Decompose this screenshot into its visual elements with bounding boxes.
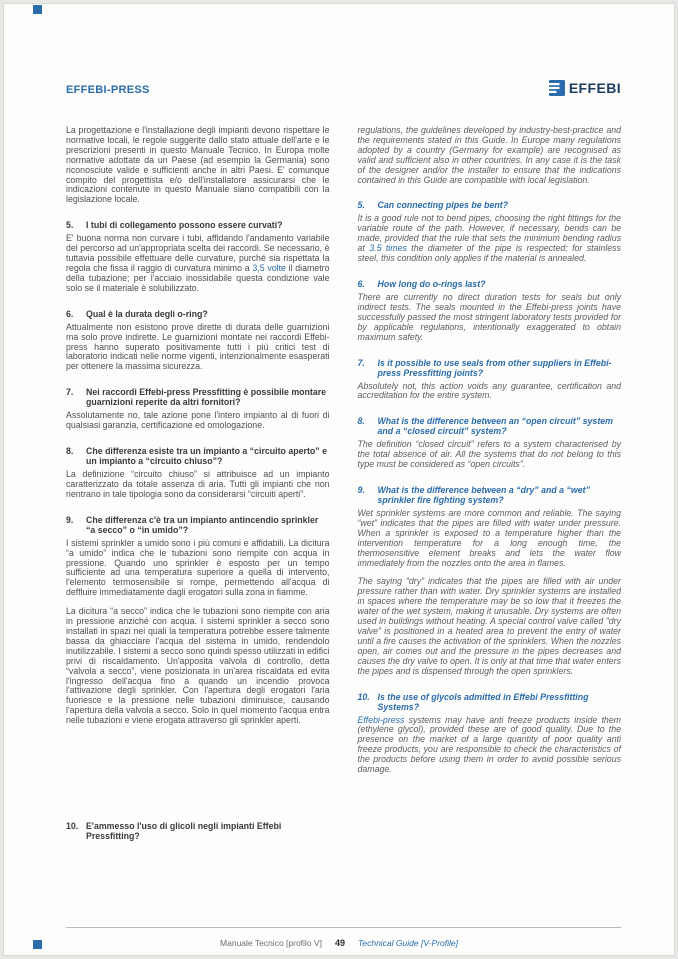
faq-section-italian-7 xyxy=(66,387,330,431)
effebi-logo xyxy=(549,80,621,96)
question-text: What is the difference between an “open circuit” system and a “closed circuit” system? xyxy=(377,416,613,437)
answer-paragraph xyxy=(66,411,330,431)
question-number: 5. xyxy=(357,200,365,211)
document-page xyxy=(3,3,675,956)
question-number: 10. xyxy=(357,691,370,702)
answer-paragraph xyxy=(358,440,622,470)
text-segment: There are currently no direct duration tests for seals but only indirect tests. The seals mounted in the Effebi-press joints have successfully passed the most stringent laboratory tests provided for by applicable regulations, intentionally exaggerated to obtain maximum safety. xyxy=(357,291,621,342)
faq-section-english-10 xyxy=(358,692,622,775)
faq-question-italian-5 xyxy=(66,220,330,230)
text-segment: regulations, the guidelines developed by industry-best-practice and the requirements stated in this Guide. In Europe many regulations adopted by a country (Germany for example) are recognised as valid and sufficient also in other countries. In any case it is the task of the designer and/or the installer to ensure that the indications contained in this Guide are compatible with local legislation. xyxy=(357,125,621,185)
question-number: 5. xyxy=(66,220,74,231)
answer-paragraph xyxy=(358,509,622,568)
text-segment: The saying “dry” indicates that the pipes are filled with air under pressure rather than with water. Dry sprinkler systems are installed in spaces where the temperature may be so low that it freezes the water of the wet system, making it unusable. Dry systems are often used in buildings without heating. A special control valve called “dry valve” is positioned in a heated area to prevent the entry of water until a fire causes the activation of the sprinklers. When the nozzles open, air comes out and the pressure in the pipes decreases and causes the dry valve to open. It is only at that time that water enters the pipes and is dispensed through the open sprinklers. xyxy=(357,576,621,676)
question-text: Can connecting pipes be bent? xyxy=(377,200,508,211)
column-italian xyxy=(66,126,330,841)
question-number: 6. xyxy=(357,278,365,289)
question-text: How long do o-rings last? xyxy=(377,278,486,289)
faq-question-english-6 xyxy=(358,279,622,289)
faq-section-english-7 xyxy=(358,358,622,402)
faq-section-italian-5 xyxy=(66,220,330,293)
footer-title-english: Technical Guide [V-Profile] xyxy=(357,938,458,948)
faq-question-italian-9 xyxy=(66,515,330,535)
text-segment: E' buona norma non curvare i tubi, affidando l'andamento variabile del percorso ad un'appropriata scelta dei raccordi. Se necessario, è tuttavia possibile effettuare delle curvature, purché sia rispettata la regola che fissa il raggio di curvatura minimo a xyxy=(66,233,330,273)
question-text: Nei raccordi Effebi-press Pressfitting è possibile montare guarnizioni reperite da altri fornitori? xyxy=(86,387,327,408)
faq-section-italian-10 xyxy=(66,821,330,841)
answer-paragraph xyxy=(66,470,330,500)
faq-section-italian-6 xyxy=(66,309,330,373)
faq-section-english-5 xyxy=(358,200,622,264)
question-number: 9. xyxy=(357,485,365,496)
text-segment: The definition “closed circuit” refers to a system characterised by the total absence of air. All the systems that do not belong to this type must be considered as “open circuits”. xyxy=(357,439,621,470)
text-segment: It is a good rule not to bend pipes, choosing the right fittings for the variable route of the path. However, if necessary, bends can be made, provided that the rule that sets the minimum bending radius at xyxy=(357,213,621,254)
question-text: Qual è la durata degli o-ring? xyxy=(86,308,208,319)
faq-section-english-8 xyxy=(358,416,622,470)
faq-question-english-5 xyxy=(358,200,622,210)
highlighted-text: 3.5 times xyxy=(369,243,407,254)
corner-mark-top xyxy=(33,5,42,14)
answer-paragraph xyxy=(358,214,622,264)
answer-paragraph xyxy=(66,539,330,598)
answer-paragraph xyxy=(358,716,622,775)
answer-paragraph xyxy=(358,293,622,343)
faq-question-english-8 xyxy=(358,416,622,436)
question-text: Is the use of glycols admitted in Effebi Pressfitting Systems? xyxy=(377,691,589,712)
text-segment: La definizione “circuito chiuso” si attribuisce ad un impianto caratterizzato da totale assenza di aria. Tutti gli impianti che non rientrano in tale tipologia sono da considerarsi “circuiti aperti”. xyxy=(66,469,330,499)
question-text: What is the difference between a “dry” and a “wet” sprinkler fire fighting system? xyxy=(377,485,590,506)
intro-paragraph-italian xyxy=(66,126,330,205)
question-number: 10. xyxy=(66,821,79,832)
text-segment: I sistemi sprinkler a umido sono i più comuni e affidabili. La dicitura “a umido” indica che le tubazioni sono riempite con acqua in pressione. Quando uno sprinkler è esposto per un tempo sufficiente ad una temperatura superiore a quella di intervento, l'elemento termosensibile si rompe, permettendo all'acqua di deffluire immediatamente dagli erogatori sulla zona in fiamme. xyxy=(66,537,330,598)
page-header xyxy=(66,80,621,96)
faq-question-english-9 xyxy=(358,485,622,505)
question-number: 8. xyxy=(66,446,74,457)
faq-question-italian-8 xyxy=(66,446,330,466)
text-segment: Absolutely not, this action voids any guarantee, certification and accreditation for the entire system. xyxy=(357,380,621,401)
faq-question-italian-6 xyxy=(66,309,330,319)
question-number: 8. xyxy=(357,416,365,427)
highlighted-text: Effebi-press xyxy=(357,714,405,725)
answer-paragraph xyxy=(358,382,622,402)
faq-section-italian-8 xyxy=(66,446,330,500)
faq-section-english-6 xyxy=(358,279,622,343)
question-text: Che differenza esiste tra un impianto a “circuito aperto” e un impianto a “circuito chiuso”? xyxy=(86,446,327,467)
answer-paragraph xyxy=(66,607,330,726)
text-segment: Attualmente non esistono prove dirette di durata delle guarnizioni ma solo prove indirette. Le guarnizioni montate nei raccordi Effebi-press hanno superato positivamente tutti i più critici test di laboratorio indicati nelle norme vigenti, intenzionalmente esasperati per ottenere la massima sicurezza. xyxy=(66,321,330,372)
faq-question-english-10 xyxy=(358,692,622,712)
text-segment: La progettazione e l'installazione degli impianti devono rispettare le normative locali, le regole suggerite dallo stato attuale dell'arte e le prescrizioni presenti in questo Manuale Tecnico. In Europa molte normative adottate da un Paese (ad esempio la Germania) sono riconosciute valide e sufficienti anche in altri Paesi. E' comunque compito del progettista e/o dell'installatore assicurarsi che le indicazioni contenute in questo Manuale siano compatibili con la legislazione locale. xyxy=(66,125,330,205)
text-segment: La dicitura “a secco” indica che le tubazioni sono riempite con aria in pressione anziché con acqua. I sistemi sprinkler a secco sono installati in spazi nei quali la temperatura potrebbe essere talmente bassa da ghiacciare l'acqua del sistema in umido, rendendolo inutilizzabile. I sistemi a secco sono quindi spesso utilizzati in edifici privi di riscaldamento. Un'apposita valvola di controllo, detta “valvola a secco”, viene posizionata in un'area riscaldata ed evita l'ingresso dell'acqua fino a quando un incendio provoca l'attivazione degli sprinkler. Con l'apertura degli erogatori l'aria fuoriesce e la pressione nelle tubazioni diminuisce, causando l'apertura della valvola a secco. Solo in quel momento l'acqua entra nelle tubazioni e viene erogata attraverso gli sprinkler aperti. xyxy=(66,606,330,726)
question-number: 6. xyxy=(66,308,74,319)
question-number: 7. xyxy=(66,387,74,398)
faq-question-italian-10 xyxy=(66,821,330,841)
faq-question-english-7 xyxy=(358,358,622,378)
text-segment: il diametro della tubazione; per l'acciaio inossidabile questa condizione vale solo se il materiale è solubilizzato. xyxy=(66,262,330,293)
question-text: Che differenza c'è tra un impianto antincendio sprinkler “a secco” o “in umido”? xyxy=(86,514,319,535)
page-footer xyxy=(4,938,674,948)
question-text: I tubi di collegamento possono essere curvati? xyxy=(86,220,283,231)
answer-paragraph xyxy=(66,234,330,293)
effebi-logo-text: EFFEBI xyxy=(568,80,621,96)
page-number: 49 xyxy=(334,938,345,948)
answer-paragraph xyxy=(66,323,330,373)
text-segment: systems may have anti freeze products inside them (ethylene glycol), provided these are of good quality. Due to the presence on the market of a large quantity of poor quality anti freeze products, you are responsible to check the characteristics of the products before using them in order to avoid possible serious damage. xyxy=(357,714,621,775)
question-number: 7. xyxy=(357,357,365,368)
footer-divider xyxy=(66,927,621,928)
effebi-mark-icon xyxy=(549,80,565,96)
text-segment: Assolutamente no, tale azione pone l'intero impianto al di fuori di qualsiasi garanzia, certificazione ed omologazione. xyxy=(66,410,330,431)
footer-title-italian: Manuale Tecnico [profilo V] xyxy=(220,938,322,948)
column-english xyxy=(358,126,622,841)
highlighted-text: 3,5 volte xyxy=(252,262,286,273)
faq-section-italian-9 xyxy=(66,515,330,726)
text-segment: Wet sprinkler systems are more common and reliable. The saying “wet” indicates that the pipes are filled with water under pressure. When a sprinkler is exposed to a temperature higher than the intervention temperature for a long enough time, the thermosensitive element breaks and lets the water flow immediately from the nozzles onto the area in flames. xyxy=(357,508,621,568)
question-text: E'ammesso l'uso di glicoli negli impianti Effebi Pressfitting? xyxy=(86,821,282,842)
question-number: 9. xyxy=(66,514,74,525)
faq-question-italian-7 xyxy=(66,387,330,407)
two-column-content xyxy=(66,126,621,841)
text-segment: the diameter of the pipe is respected; for stainless steel, this condition only applies if the material is annealed. xyxy=(357,243,621,264)
faq-section-english-9 xyxy=(358,485,622,677)
question-text: Is it possible to use seals from other suppliers in Effebi-press Pressfitting joints? xyxy=(377,357,612,378)
answer-paragraph xyxy=(358,577,622,676)
document-title: EFFEBI-PRESS xyxy=(66,84,150,96)
intro-paragraph-english xyxy=(358,126,622,185)
